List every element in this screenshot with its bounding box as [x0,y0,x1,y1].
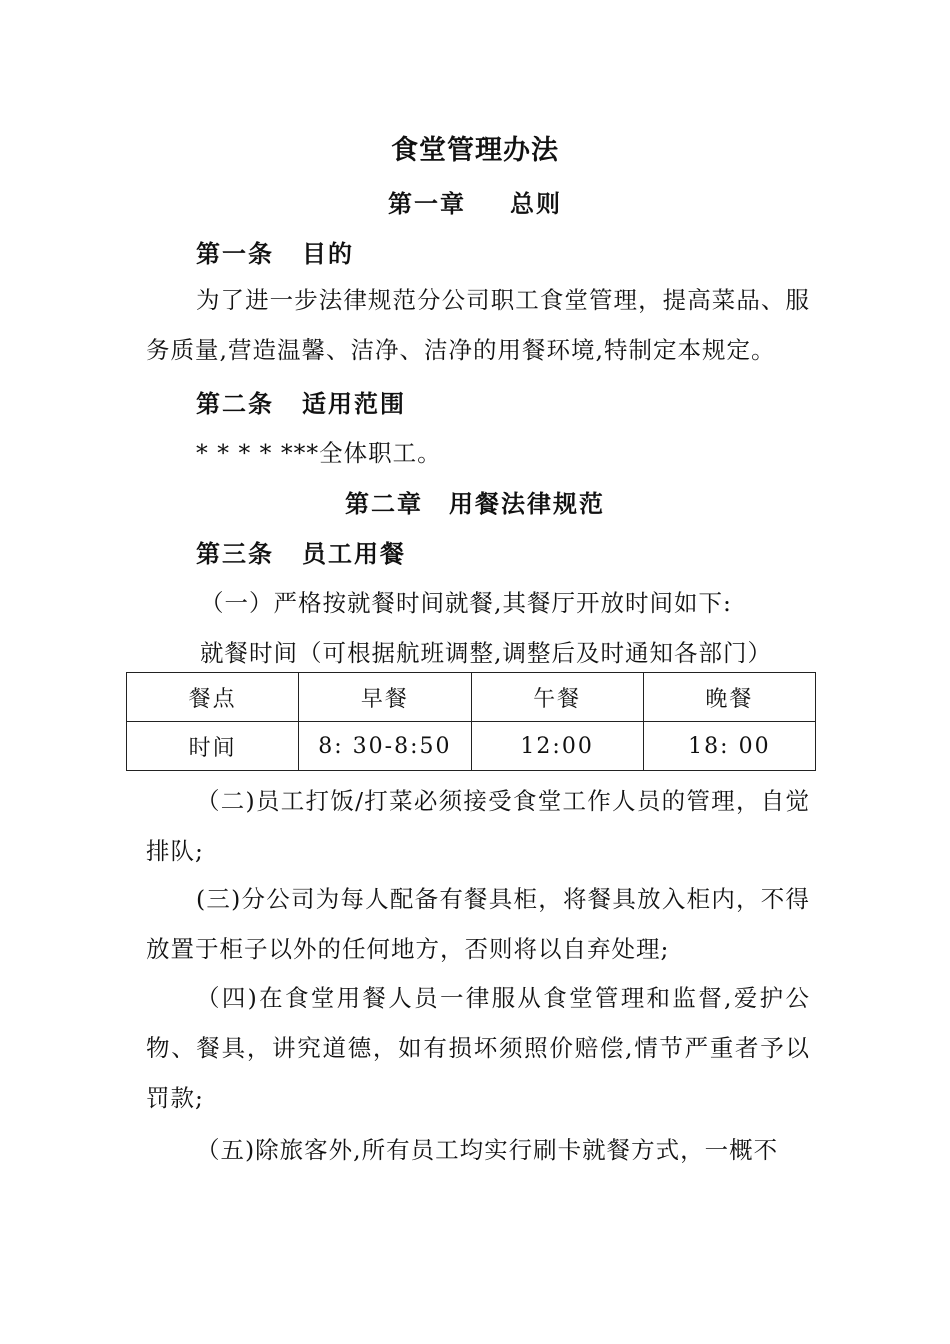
table-cell: 8: 30-8:50 [299,722,471,771]
article-heading-2 [196,384,406,419]
table-header-row [127,673,816,722]
chapter-name: 总则 [510,189,562,218]
article-heading-3 [196,534,406,569]
table-row [127,722,816,771]
article-3-item-5: （五)除旅客外,所有员工均实行刷卡就餐方式，一概不 [196,1136,779,1164]
table-cell: 18: 00 [643,722,815,771]
article-3-item-2: （二)员工打饭/打菜必须接受食堂工作人员的管理，自觉排队; [146,787,810,865]
table-caption: 就餐时间（可根据航班调整,调整后及时通知各部门） [200,639,772,667]
table-header-cell: 晚餐 [643,673,815,722]
article-label: 第一条 [196,239,274,268]
chapter-name: 用餐法律规范 [449,489,605,518]
article-3-item-4: （四)在食堂用餐人员一律服从食堂管理和监督,爱护公物、餐具，讲究道德，如有损坏须照价赔偿,情节严重者予以罚款; [146,984,810,1112]
article-1-text: 为了进一步法律规范分公司职工食堂管理，提高菜品、服务质量,营造温馨、洁净、洁净的用餐环境,特制定本规定。 [146,286,810,364]
article-2-text: * * * * ***全体职工。 [196,439,442,467]
article-name: 目的 [302,239,354,268]
table-header-cell: 餐点 [127,673,299,722]
table-header-cell: 午餐 [471,673,643,722]
meal-time-table [126,672,816,771]
article-3-item-1: （一）严格按就餐时间就餐,其餐厅开放时间如下: [200,589,732,617]
table-cell: 时间 [127,722,299,771]
article-name: 适用范围 [302,389,406,418]
chapter-heading-2 [0,484,950,519]
chapter-heading-1 [0,184,950,219]
article-heading-1 [196,234,354,269]
article-label: 第三条 [196,539,274,568]
document-title: 食堂管理办法 [391,135,559,166]
article-label: 第二条 [196,389,274,418]
article-name: 员工用餐 [302,539,406,568]
chapter-label: 第二章 [345,489,423,518]
table-cell: 12:00 [471,722,643,771]
article-3-item-3: (三)分公司为每人配备有餐具柜，将餐具放入柜内，不得放置于柜子以外的任何地方，否则将以自弃处理; [146,885,810,963]
chapter-label: 第一章 [388,189,466,218]
table-header-cell: 早餐 [299,673,471,722]
